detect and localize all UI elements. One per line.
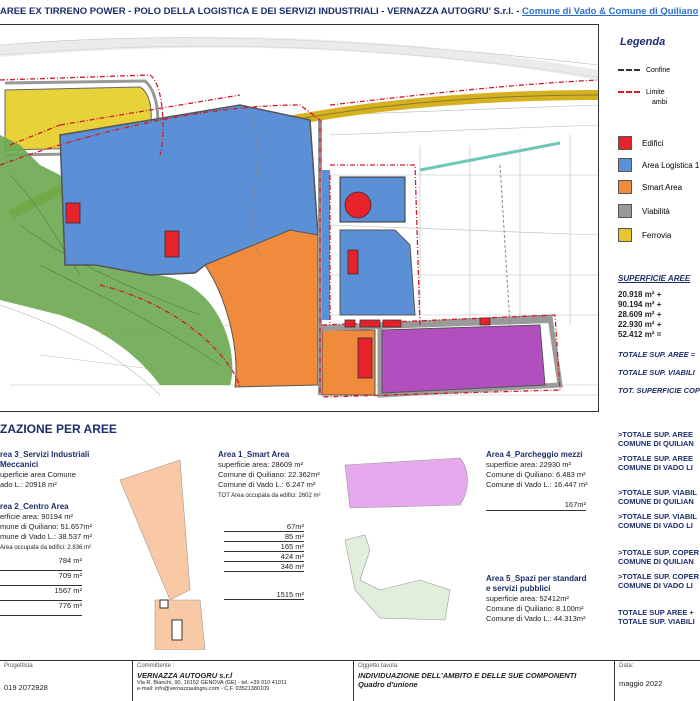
legend-limit-label: Limite (646, 88, 665, 96)
legend-title: Legenda (620, 36, 666, 48)
title-part1: AREE EX TIRRENO POWER (0, 6, 126, 17)
total-viability: TOTALE SUP. VIABILI (618, 368, 695, 377)
right-total: TOTALE SUP AREE + TOTALE SUP. VIABILI (618, 608, 695, 626)
area2-line: mune di Vado L.: 38.537 m² (0, 532, 92, 541)
legend-label: Area Logistica 1 (642, 160, 700, 170)
legend-item-viability (618, 204, 670, 218)
area2-line: mune di Quiliano: 51.657m² (0, 522, 93, 531)
area-shapes-right (340, 450, 480, 650)
area5-line: superficie area: 52412m² (486, 594, 569, 603)
area4-line: Comune di Vado L.: 16.447 m² (486, 480, 588, 489)
total-areas: TOTALE SUP. AREE = (618, 350, 696, 359)
legend-boundary (618, 64, 670, 76)
area5-name: Area 5_Spazi per standard (486, 574, 587, 583)
area2-bar-label: 1567 m² (0, 586, 82, 601)
footer-committente: Committente : VERNAZZA AUTOGRU s.r.l Via R. Bianchi, 90, 16152 GENOVA (GE) - tel. +39 010 41011 e-mail: info@vernazzautogru.com - C.F. 03521380109 (133, 661, 354, 701)
area2-bars (0, 556, 82, 616)
superficie-value: 20.918 m² + (618, 290, 662, 299)
area3-name2: Meccanici (0, 460, 39, 469)
superficie-values (618, 290, 661, 340)
breakdown-title: ZAZIONE PER AREE (0, 422, 117, 436)
swatch-red (618, 136, 632, 150)
sheet-title: AREE EX TIRRENO POWER - POLO DELLA LOGISTICA E DEI SERVIZI INDUSTRIALI - VERNAZZA AUTOGRU' S.r.l. - Comune di Vado & Comune di Quiliano (0, 6, 699, 17)
area2-line: Area occupata da edifici: 2.836 m² (0, 545, 92, 551)
footer-progettista: Progettista 019 2072928 (0, 661, 133, 701)
area1-name: Area 1_Smart Area (218, 450, 290, 459)
area1-bar-label: 346 m² (224, 562, 304, 572)
legend-limit-2 (652, 96, 667, 108)
legend-item-railway (618, 228, 671, 242)
area4-name: Area 4_Parcheggio mezzi (486, 450, 583, 459)
area4-info (486, 450, 588, 490)
legend-label: Ferrovia (642, 230, 672, 240)
superficie-value: 28.609 m² + (618, 310, 662, 319)
right-total: >TOTALE SUP. COPER COMUNE DI VADO LI (618, 572, 700, 590)
legend-boundary-label: Confine (646, 66, 671, 74)
swatch-yellow (618, 228, 632, 242)
area4-line: Comune di Quiliano: 6.483 m² (486, 470, 586, 479)
legend-item-buildings (618, 136, 663, 150)
area2-bar-label: 776 m² (0, 601, 82, 616)
area1-bar-label: 424 m² (224, 552, 304, 562)
site-map (0, 24, 599, 412)
area1-info (218, 450, 321, 501)
title-part3: VERNAZZA AUTOGRU' S.r.l. (387, 6, 514, 17)
area4-bar-label: 167m² (486, 500, 586, 511)
area1-line: Comune di Vado L.: 6.247 m² (218, 480, 316, 489)
swatch-blue (618, 158, 632, 172)
area1-bar-label: 67m² (224, 522, 304, 532)
area5-name2: e servizi pubblici (486, 584, 551, 593)
right-total: >TOTALE SUP. VIABIL COMUNE DI VADO LI (618, 512, 697, 530)
area2-bar-label: 709 m² (0, 571, 82, 586)
swatch-orange (618, 180, 632, 194)
right-total: >TOTALE SUP. AREE COMUNE DI VADO LI (618, 454, 693, 472)
area1-bar-label: 1515 m² (224, 590, 304, 600)
right-total: >TOTALE SUP. AREE COMUNE DI QUILIAN (618, 430, 694, 448)
area1-bar-label: 85 m² (224, 532, 304, 542)
site-map-drawing (0, 25, 598, 411)
area1-line: TOT Area occupata da edifici: 2602 m² (218, 493, 321, 499)
legend-label: Edifici (642, 138, 664, 148)
total-covered: TOT. SUPERFICIE COP (618, 386, 700, 395)
area4-line: superficie area: 22930 m² (486, 460, 572, 469)
right-total: >TOTALE SUP. VIABIL COMUNE DI QUILIAN (618, 488, 697, 506)
area2-bar-label: 784 m² (0, 556, 82, 571)
superficie-title: SUPERFICIE AREE (618, 274, 691, 283)
cyan-line (420, 143, 560, 170)
red-dashed-line-icon (618, 91, 640, 93)
title-part2: POLO DELLA LOGISTICA E DEI SERVIZI INDUSTRIALI (134, 6, 379, 17)
area4-shape (345, 458, 468, 508)
title-comune: Comune di Vado & Comune di Quiliano (522, 6, 699, 17)
legend-label: Smart Area (642, 182, 683, 192)
area3-line: ado L.: 20918 m² (0, 480, 57, 489)
area3-line: uperficie area Comune (0, 470, 76, 479)
legend-item-logistics (618, 158, 699, 172)
area-breakdown (0, 410, 700, 660)
area5-line: Comune di Vado L.: 44.313m² (486, 614, 586, 623)
superficie-value: 22.930 m² + (618, 320, 662, 329)
legend-limit-label-2: ambi (652, 98, 668, 106)
area2-info (0, 502, 92, 553)
area1-line: Comune di Quiliano: 22.362m² (218, 470, 320, 479)
footer-data: Data: maggio 2022 (619, 663, 663, 688)
swatch-gray (618, 204, 632, 218)
area2-name: rea 2_Centro Area (0, 502, 69, 511)
area3-name: rea 3_Servizi Industriali (0, 450, 90, 459)
area1-bar-label: 165 m² (224, 542, 304, 552)
area3-info (0, 450, 89, 490)
superficie-value: 52.412 m² = (618, 330, 662, 339)
area1-bars (224, 522, 304, 600)
footer-oggetto: Oggetto tavola: INDIVIDUAZIONE DELL'AMBITO E DELLE SUE COMPONENTI Quadro d'unione (354, 661, 615, 701)
right-total: >TOTALE SUP. COPER COMUNE DI QUILIAN (618, 548, 700, 566)
legend-panel (600, 24, 700, 410)
legend-label: Viabilità (642, 206, 670, 216)
area-shapes-left (110, 450, 230, 650)
area5-line: Comune di Quiliano: 8.100m² (486, 604, 584, 613)
area5-shape (345, 535, 450, 620)
superficie-value: 90.194 m² + (618, 300, 662, 309)
dashed-line-icon (618, 69, 640, 71)
area1-line: superficie area: 28609 m² (218, 460, 304, 469)
area2-line: erficie area: 90194 m² (0, 512, 73, 521)
parking-area-4 (382, 325, 545, 393)
area1-shape (120, 460, 190, 600)
title-block (0, 660, 700, 701)
legend-item-smart (618, 180, 682, 194)
area5-info (486, 574, 586, 624)
